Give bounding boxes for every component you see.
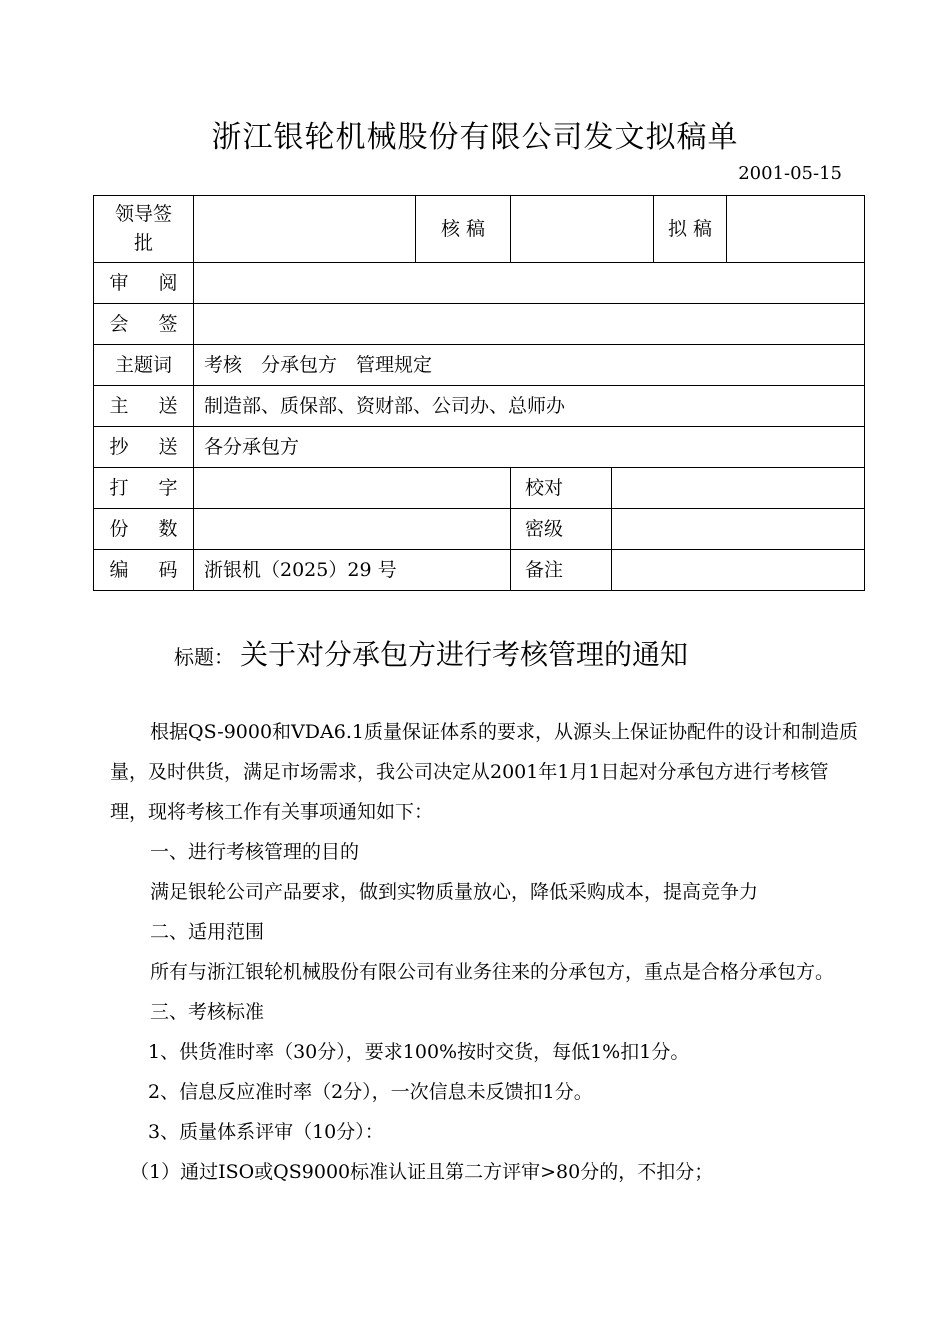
code-label: 编 码 [94, 550, 194, 591]
notice-body [110, 712, 865, 1192]
draft-field[interactable] [727, 196, 865, 263]
secret-label: 密级 [511, 509, 612, 549]
copies-field[interactable] [194, 509, 511, 550]
inspect-label: 审 阅 [94, 263, 194, 304]
section-1-text: 满足银轮公司产品要求，做到实物质量放心，降低采购成本，提高竞争力 [150, 881, 759, 903]
remarks-field[interactable] [612, 550, 864, 590]
form-row-copies [94, 509, 865, 550]
cc-label: 抄 送 [94, 427, 194, 468]
proofread-label: 校对 [511, 468, 612, 508]
proofread-cell [511, 468, 865, 509]
review-draft-field[interactable] [511, 196, 654, 263]
form-row-inspect [94, 263, 865, 304]
form-row-keywords [94, 345, 865, 386]
form-row-countersign [94, 304, 865, 345]
copies-label: 份 数 [94, 509, 194, 550]
code-value[interactable]: 浙银机（2025）29 号 [194, 550, 511, 591]
keywords-label: 主题词 [94, 345, 194, 386]
standard-item-3: 3、质量体系评审（10分）： [148, 1121, 384, 1143]
typing-field[interactable] [194, 468, 511, 509]
standard-item-1: 1、供货准时率（30分），要求100%按时交货，每低1%扣1分。 [148, 1041, 690, 1063]
document-date: 2001-05-15 [738, 163, 842, 184]
typing-label: 打 字 [94, 468, 194, 509]
secret-cell [511, 509, 865, 550]
section-2-title: 二、适用范围 [150, 921, 265, 943]
send-to-value[interactable]: 制造部、质保部、资财部、公司办、总师办 [194, 386, 865, 427]
send-to-label: 主 送 [94, 386, 194, 427]
review-draft-label: 核 稿 [416, 196, 511, 263]
countersign-label: 会 签 [94, 304, 194, 345]
draft-label: 拟 稿 [654, 196, 727, 263]
remarks-label: 备注 [511, 550, 612, 590]
inspect-field[interactable] [194, 263, 865, 304]
subject-text: 关于对分承包方进行考核管理的通知 [240, 638, 689, 671]
leader-sign-field[interactable] [194, 196, 416, 263]
intro-paragraph: 根据QS-9000和VDA6.1质量保证体系的要求，从源头上保证协配件的设计和制造质量，及时供货，满足市场需求，我公司决定从2001年1月1日起对分承包方进行考核管理，现将考核工作有关事项通知如下： [110, 721, 858, 823]
section-2-text: 所有与浙江银轮机械股份有限公司有业务往来的分承包方，重点是合格分承包方。 [150, 961, 835, 983]
form-row-leader [94, 196, 865, 263]
subject-label: 标题： [174, 645, 234, 669]
cc-value[interactable]: 各分承包方 [194, 427, 865, 468]
form-row-code [94, 550, 865, 591]
form-row-typing [94, 468, 865, 509]
section-1-title: 一、进行考核管理的目的 [150, 841, 360, 863]
form-row-cc [94, 427, 865, 468]
subject-line [174, 633, 688, 673]
standard-item-3-1: （1）通过ISO或QS9000标准认证且第二方评审>80分的，不扣分； [130, 1161, 714, 1183]
document-title: 浙江银轮机械股份有限公司发文拟稿单 [211, 120, 739, 155]
remarks-cell [511, 550, 865, 591]
dispatch-form [93, 195, 865, 591]
standard-item-2: 2、信息反应准时率（2分），一次信息未反馈扣1分。 [148, 1081, 593, 1103]
countersign-field[interactable] [194, 304, 865, 345]
proofread-field[interactable] [612, 468, 864, 508]
section-3-title: 三、考核标准 [150, 1001, 265, 1023]
keywords-value[interactable]: 考核 分承包方 管理规定 [194, 345, 865, 386]
leader-sign-label: 领导签批 [94, 196, 194, 263]
form-row-send-to [94, 386, 865, 427]
secret-field[interactable] [612, 509, 864, 549]
